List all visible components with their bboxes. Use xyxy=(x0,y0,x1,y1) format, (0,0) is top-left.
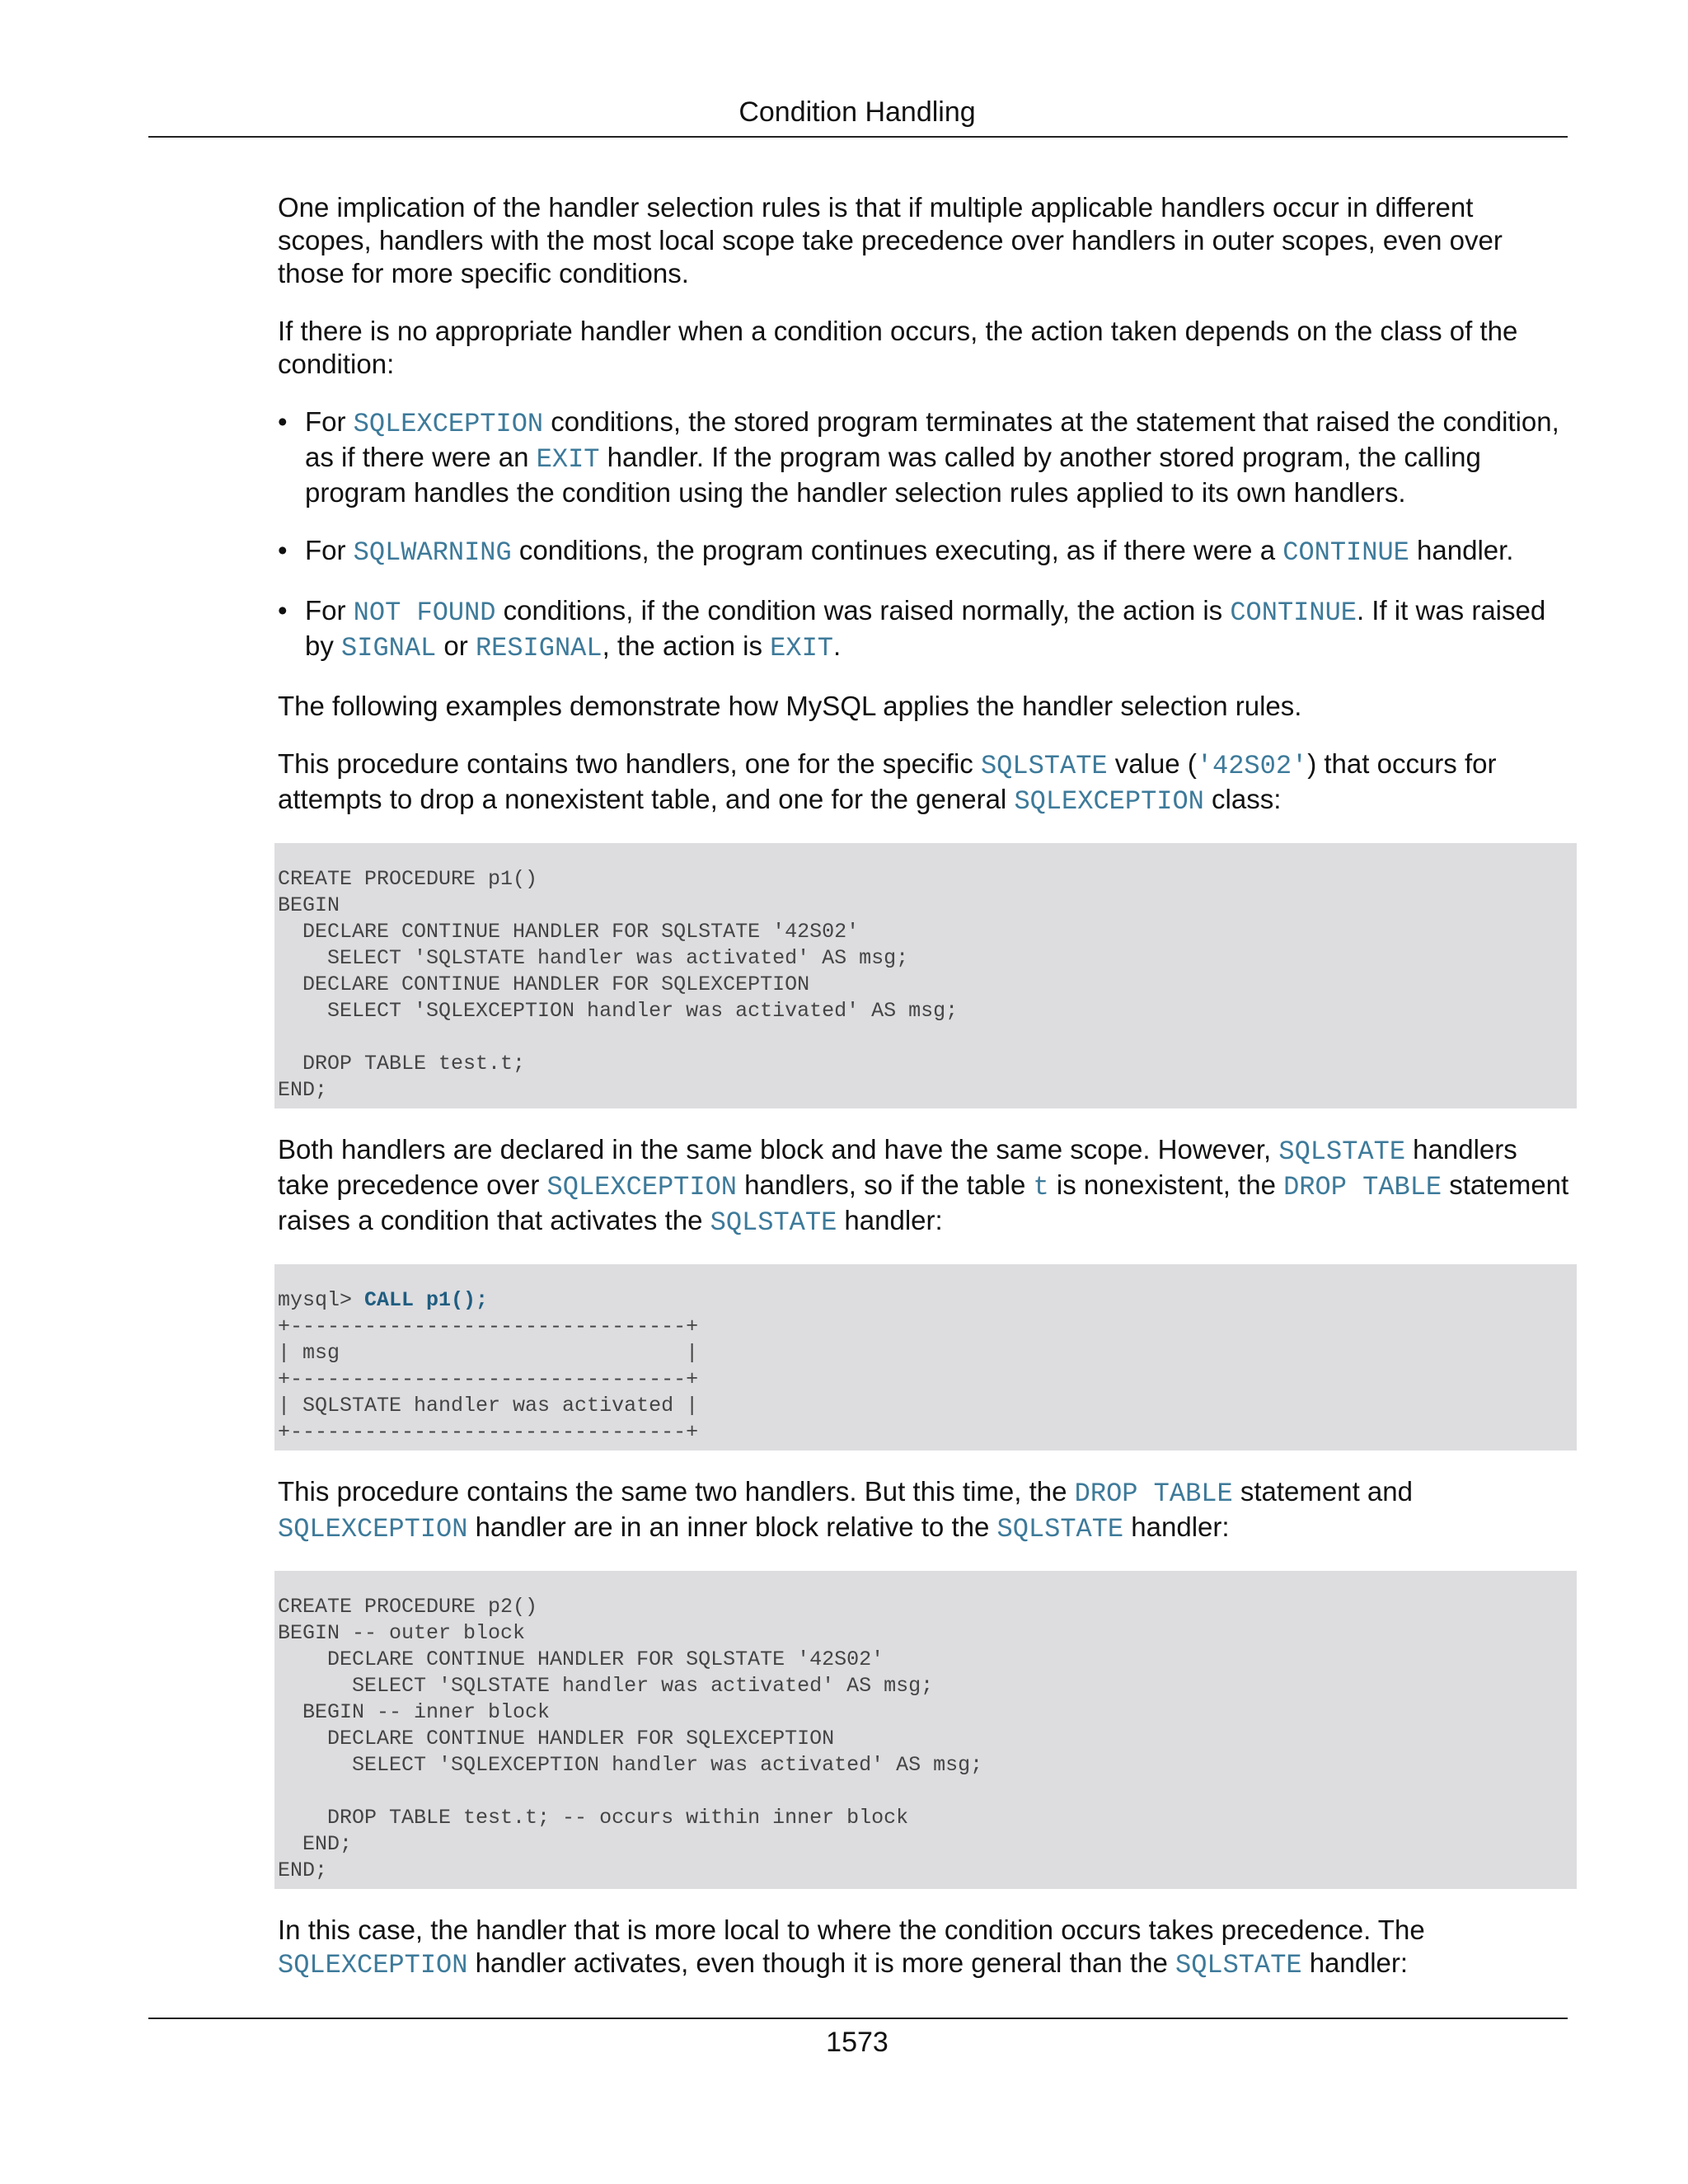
page-content xyxy=(278,191,1572,2007)
code-block-procedure-p2: CREATE PROCEDURE p2() BEGIN -- outer block DECLARE CONTINUE HANDLER FOR SQLSTATE '42S02' SELECT 'SQLSTATE handler was activated' AS msg; BEGIN -- inner block DECLARE CONTINUE HANDLER FOR SQLEXCEPTION SELECT 'SQLEXCEPTION handler was activated' AS msg; DROP TABLE test.t; -- occurs within inner block END; END; xyxy=(274,1571,1577,1889)
code-exit: EXIT xyxy=(770,633,833,663)
code-sqlexception: SQLEXCEPTION xyxy=(278,1950,468,1980)
code-sqlexception: SQLEXCEPTION xyxy=(278,1514,468,1544)
mysql-prompt: mysql> xyxy=(278,1288,365,1312)
code-exit: EXIT xyxy=(536,444,600,475)
code-block-call-p1 xyxy=(274,1264,1577,1451)
code-sqlwarning: SQLWARNING xyxy=(353,537,512,568)
list-item-sqlwarning: • For SQLWARNING conditions, the program continues executing, as if there were a CONTINUE handler. xyxy=(278,535,1514,568)
footer-rule xyxy=(148,2018,1568,2019)
paragraph-local-precedence: In this case, the handler that is more local to where the condition occurs takes precedence. The SQLEXCEPTION handler activates, even though it is more general than the SQLSTATE handler: xyxy=(278,1915,1425,1980)
code-block-procedure-p1: CREATE PROCEDURE p1() BEGIN DECLARE CONTINUE HANDLER FOR SQLSTATE '42S02' SELECT 'SQLSTATE handler was activated' AS msg; DECLARE CONTINUE HANDLER FOR SQLEXCEPTION SELECT 'SQLEXCEPTION handler was activated' AS msg; DROP TABLE test.t; END; xyxy=(274,843,1577,1108)
running-header: Condition Handling xyxy=(738,96,976,128)
code-not-found: NOT FOUND xyxy=(353,598,496,628)
code-sqlexception: SQLEXCEPTION xyxy=(1014,786,1204,817)
page-number: 1573 xyxy=(826,2027,889,2058)
query-output-table: +--------------------------------+ | msg | +--------------------------------+ | SQLSTATE handler was activated | +--------------------------------+ xyxy=(278,1315,699,1444)
code-sqlstate: SQLSTATE xyxy=(1175,1950,1302,1980)
paragraph-p2-description: This procedure contains the same two handlers. But this time, the DROP TABLE statement and SQLEXCEPTION handler are in an inner block relative to the SQLSTATE handler: xyxy=(278,1476,1413,1544)
paragraph-p1-description: This procedure contains two handlers, one for the specific SQLSTATE value ('42S02') that occurs for attempts to drop a nonexistent table, and one for the general SQLEXCEPTION class: xyxy=(278,748,1497,817)
bullet-icon: • xyxy=(278,595,288,626)
code-drop-table: DROP TABLE xyxy=(1283,1172,1442,1202)
code-sqlexception: SQLEXCEPTION xyxy=(546,1172,737,1202)
paragraph-same-scope: Both handlers are declared in the same block and have the same scope. However, SQLSTATE handlers take precedence over SQLEXCEPTION handlers, so if the table t is nonexistent, the DROP TABLE statement raises a condition that activates the SQLSTATE handler: xyxy=(278,1134,1569,1238)
condition-class-list xyxy=(278,405,1572,665)
bullet-icon: • xyxy=(278,535,288,565)
code-sqlstate: SQLSTATE xyxy=(980,751,1108,781)
code-continue: CONTINUE xyxy=(1282,537,1409,568)
list-item-sqlexception: • For SQLEXCEPTION conditions, the stored program terminates at the statement that raised the condition, as if there were an EXIT handler. If the program was called by another stored program, the calling program handles the condition using the handler selection rules applied to its own handlers. xyxy=(278,406,1559,508)
bullet-icon: • xyxy=(278,406,288,437)
paragraph-scope-precedence: One implication of the handler selection rules is that if multiple applicable handlers occur in different scopes, handlers with the most local scope take precedence over handlers in outer scopes, even over those for more specific conditions. xyxy=(278,192,1503,288)
code-table-t: t xyxy=(1033,1172,1049,1202)
paragraph-examples-intro: The following examples demonstrate how MySQL applies the handler selection rules. xyxy=(278,691,1302,721)
code-resignal: RESIGNAL xyxy=(475,633,603,663)
mysql-command: CALL p1(); xyxy=(364,1288,489,1312)
list-item-not-found: • For NOT FOUND conditions, if the condition was raised normally, the action is CONTINUE. If it was raised by SIGNAL or RESIGNAL, the action is EXIT. xyxy=(278,595,1546,663)
header-rule xyxy=(148,136,1568,138)
code-42s02: '42S02' xyxy=(1196,751,1308,781)
code-sqlstate: SQLSTATE xyxy=(710,1207,837,1238)
code-signal: SIGNAL xyxy=(341,633,437,663)
code-continue: CONTINUE xyxy=(1230,598,1357,628)
paragraph-no-handler: If there is no appropriate handler when a condition occurs, the action taken depends on the class of the condition: xyxy=(278,316,1518,379)
code-sqlstate: SQLSTATE xyxy=(996,1514,1124,1544)
code-drop-table: DROP TABLE xyxy=(1074,1479,1233,1509)
code-sqlstate: SQLSTATE xyxy=(1278,1137,1406,1167)
code-sqlexception: SQLEXCEPTION xyxy=(353,409,544,439)
